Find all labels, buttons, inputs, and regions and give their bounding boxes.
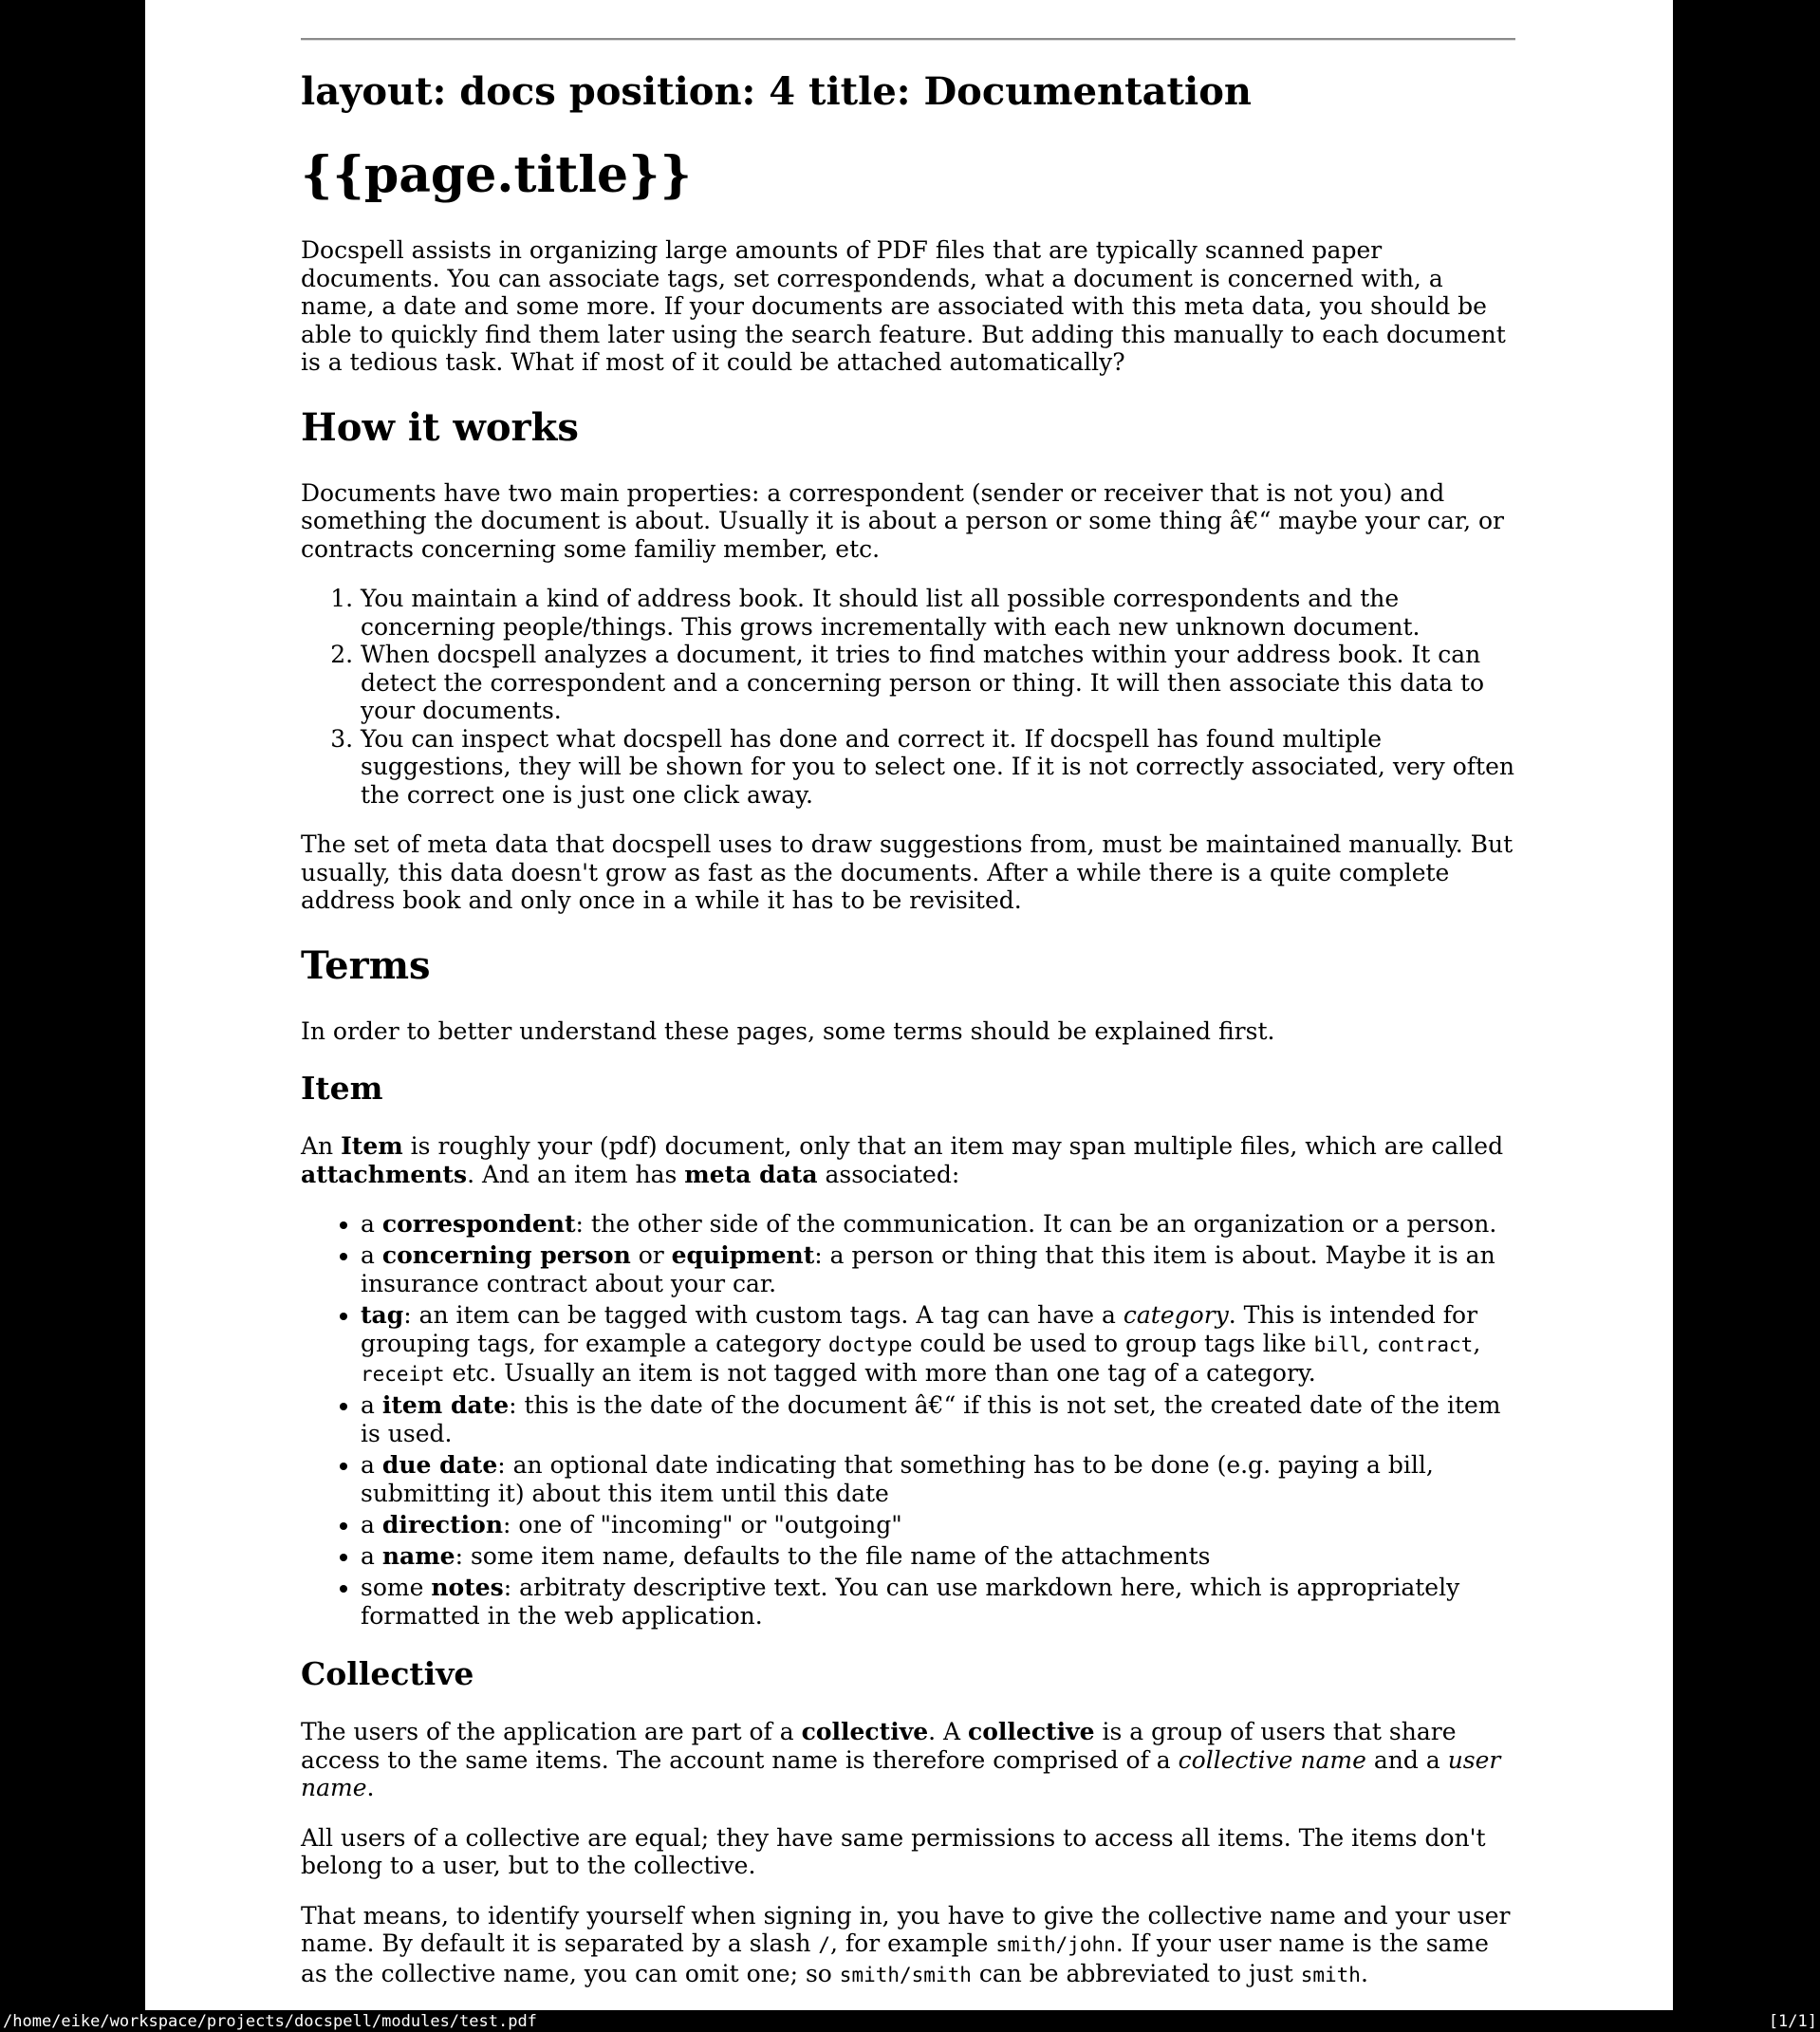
text-segment: .: [1360, 1959, 1368, 1987]
item-property: [361, 1210, 1515, 1239]
text-segment: associated:: [817, 1160, 960, 1188]
step-item: [361, 725, 1515, 810]
text-segment: , for example: [830, 1929, 996, 1957]
how-it-works-outro: [301, 830, 1515, 915]
inline-code: doctype: [827, 1333, 913, 1356]
intro-paragraph: [301, 236, 1515, 377]
bold-text: tag: [361, 1301, 404, 1329]
inline-code: smith: [1300, 1963, 1361, 1986]
text-segment: or: [630, 1241, 672, 1269]
text-segment: : arbitraty descriptive text. You can use markdown here, which is appropriately formatted in the web application.: [361, 1574, 1460, 1630]
text-segment: That means, to identify yourself when signing in, you have to give the collective name and your user name. By default it is separated by a slash: [301, 1901, 1511, 1957]
bold-text: equipment: [671, 1241, 815, 1269]
text-segment: is roughly your (pdf) document, only that an item may span multiple files, which are called: [402, 1132, 1504, 1160]
text-segment: All users of a collective are equal; they have same permissions to access all items. The items don't belong to a user, but to the collective.: [301, 1823, 1486, 1879]
text-segment: . This is intended for grouping tags, for example a category: [361, 1301, 1478, 1357]
item-property: [361, 1542, 1515, 1571]
italic-text: user name: [301, 1745, 1501, 1801]
item-property: [361, 1241, 1515, 1298]
bold-text: notes: [431, 1574, 504, 1601]
inline-code: bill: [1313, 1333, 1363, 1356]
horizontal-rule: [301, 38, 1515, 41]
text-segment: ,: [1473, 1330, 1481, 1357]
bold-text: correspondent: [381, 1210, 576, 1238]
bold-text: concerning person: [381, 1241, 631, 1269]
item-properties-list: [301, 1210, 1515, 1631]
text-segment: : a person or thing that this item is about. Maybe it is an insurance contract about your car.: [361, 1241, 1495, 1297]
text-segment: ,: [1362, 1330, 1378, 1357]
collective-paragraph: [301, 1718, 1515, 1802]
item-property: [361, 1451, 1515, 1508]
text-segment: : an optional date indicating that something has to be done (e.g. paying a bill, submitting it) about this item until this date: [361, 1451, 1434, 1507]
bold-text: meta data: [684, 1160, 818, 1188]
how-it-works-heading: How it works: [301, 404, 579, 450]
terms-heading: Terms: [301, 942, 431, 988]
item-property: [361, 1574, 1515, 1631]
text-segment: a: [361, 1241, 382, 1269]
inline-code: smith/smith: [839, 1963, 972, 1986]
text-segment: a: [361, 1511, 382, 1538]
text-segment: You can inspect what docspell has done and correct it. If docspell has found multiple suggestions, they will be shown for you to select one. If it is not correctly associated, very often the correct one is just one click away.: [361, 724, 1515, 809]
text-segment: . If your user name is the same as the collective name, you can omit one; so: [301, 1929, 1489, 1987]
inline-code: /: [818, 1933, 831, 1956]
status-page-indicator: [1/1]: [1768, 2011, 1817, 2031]
text-segment: can be abbreviated to just: [971, 1959, 1301, 1987]
bold-text: item date: [381, 1391, 510, 1419]
document-content: [301, 0, 1515, 1989]
status-file-path: /home/eike/workspace/projects/docspell/modules/test.pdf: [3, 2011, 537, 2031]
italic-text: category: [1123, 1301, 1229, 1329]
text-segment: : the other side of the communication. It can be an organization or a person.: [575, 1210, 1497, 1238]
text-segment: : some item name, defaults to the file name of the attachments: [455, 1542, 1211, 1570]
inline-code: receipt: [361, 1363, 445, 1386]
text-segment: You maintain a kind of address book. It should list all possible correspondents and the concerning people/things. This grows incrementally with each new unknown document.: [361, 585, 1421, 641]
text-segment: a: [361, 1451, 382, 1479]
text-segment: a: [361, 1391, 382, 1419]
collective-paragraph: [301, 1824, 1515, 1880]
page-title: {{page.title}}: [301, 146, 692, 204]
bold-text: collective: [968, 1718, 1095, 1745]
text-segment: .: [366, 1774, 375, 1801]
collective-heading: Collective: [301, 1655, 474, 1692]
text-segment: could be used to group tags like: [912, 1330, 1314, 1357]
how-it-works-intro: [301, 479, 1515, 564]
text-segment: some: [361, 1574, 432, 1601]
text-segment: When docspell analyzes a document, it tries to find matches within your address book. It can detect the correspondent and a concerning person or thing. It will then associate this data to your documents.: [361, 641, 1485, 724]
text-segment: An: [301, 1132, 342, 1160]
item-intro: [301, 1132, 1515, 1188]
pdf-page: [145, 0, 1673, 2010]
step-item: [361, 585, 1515, 641]
text-segment: a: [361, 1542, 382, 1570]
frontmatter-heading: layout: docs position: 4 title: Documentation: [301, 69, 1252, 114]
text-segment: is a group of users that share access to the same items. The account name is therefore comprised of a: [301, 1718, 1457, 1774]
item-property: [361, 1301, 1515, 1389]
italic-text: collective name: [1178, 1745, 1366, 1774]
bold-text: Item: [341, 1132, 403, 1160]
item-heading: Item: [301, 1070, 383, 1107]
item-property: [361, 1391, 1515, 1448]
text-segment: a: [361, 1210, 382, 1238]
how-it-works-steps: [301, 585, 1515, 809]
inline-code: contract: [1377, 1333, 1474, 1356]
bold-text: due date: [381, 1451, 498, 1479]
bold-text: direction: [381, 1511, 504, 1538]
status-bar: [0, 2010, 1820, 2032]
terms-intro: [301, 1017, 1515, 1046]
text-segment: : an item can be tagged with custom tags. A tag can have a: [403, 1301, 1124, 1329]
step-item: [361, 641, 1515, 725]
text-segment: : this is the date of the document â€“ if this is not set, the created date of the item is used.: [361, 1391, 1501, 1447]
text-segment: and a: [1365, 1745, 1448, 1774]
collective-paragraph: [301, 1902, 1515, 1990]
text-segment: The set of meta data that docspell uses to draw suggestions from, must be maintained manually. But usually, this data doesn't grow as fast as the documents. After a while there is a quite complete address book and only once in a while it has to be revisited.: [301, 830, 1514, 914]
bold-text: name: [381, 1542, 455, 1570]
text-segment: etc. Usually an item is not tagged with more than one tag of a category.: [444, 1359, 1316, 1387]
text-segment: . And an item has: [467, 1160, 685, 1188]
text-segment: The users of the application are part of a: [301, 1718, 802, 1745]
bold-text: attachments: [301, 1160, 468, 1188]
text-segment: Documents have two main properties: a correspondent (sender or receiver that is not you) and something the document is about. Usually it is about a person or some thing â€“ maybe your car, or contracts concerning some familiy member, etc.: [301, 478, 1504, 563]
bold-text: collective: [801, 1718, 929, 1745]
text-segment: Docspell assists in organizing large amounts of PDF files that are typically scanned paper documents. You can associate tags, set correspondends, what a document is concerned with, a name, a date and some more. If your documents are associated with this meta data, you should be able to quickly find them later using the search feature. But adding this manually to each document is a tedious task. What if most of it could be attached automatically?: [301, 236, 1506, 376]
text-segment: In order to better understand these pages, some terms should be explained first.: [301, 1016, 1275, 1045]
inline-code: smith/john: [995, 1933, 1116, 1956]
text-segment: : one of "incoming" or "outgoing": [503, 1511, 902, 1538]
text-segment: . A: [928, 1718, 969, 1745]
item-property: [361, 1511, 1515, 1539]
